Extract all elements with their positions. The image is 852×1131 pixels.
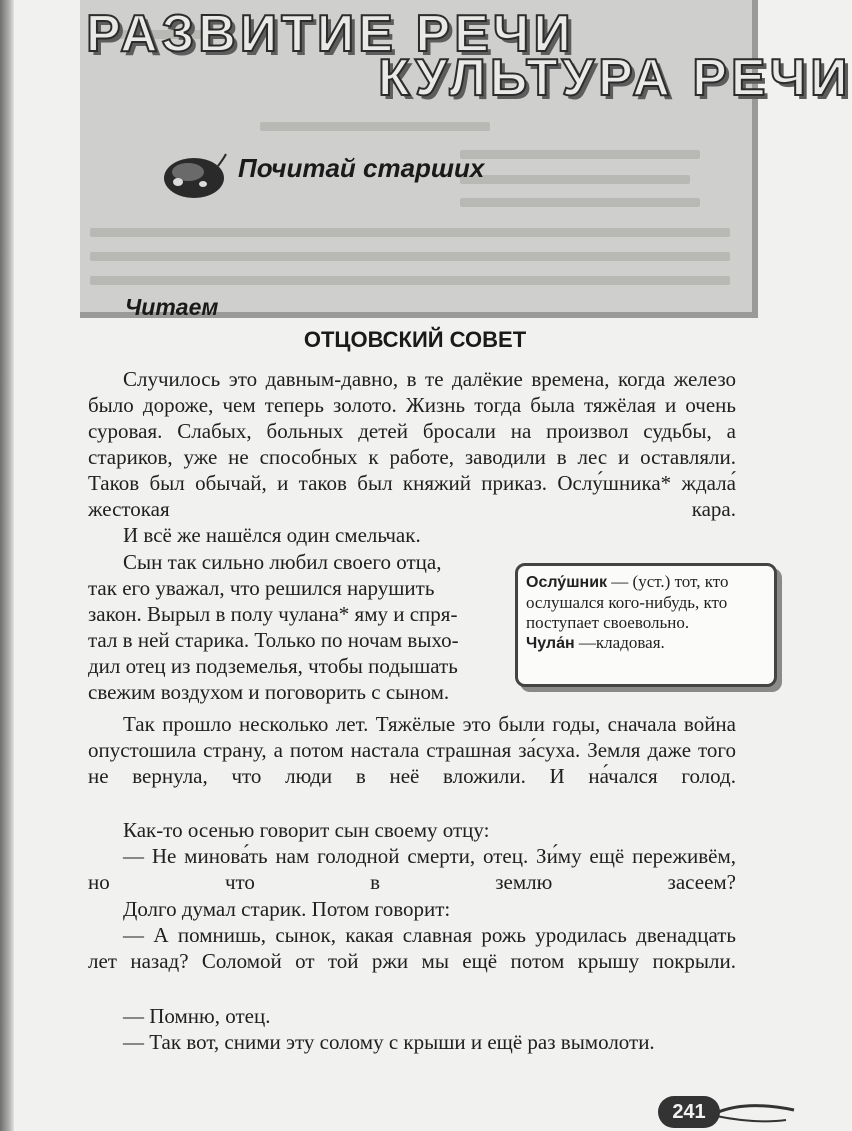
glossary-definition: — (уст.) тот, кто ослушался кого-нибудь, кто поступает своевольно.: [526, 572, 729, 632]
glossary-definition: —кладовая.: [574, 633, 665, 652]
story-paragraph-9: — Помню, отец.: [123, 1004, 271, 1028]
ladybug-icon: [158, 150, 228, 200]
story-paragraph-5: Как-то осенью говорит сын своему отцу:: [123, 818, 490, 842]
glossary-entry-2: [526, 633, 766, 654]
page-number-tail-decoration: [716, 1098, 796, 1128]
story-paragraph-2: И всё же нашёлся один смельчак.: [123, 523, 421, 547]
text-line: Сын так сильно любил своего отца,: [123, 550, 442, 574]
text-line: тал в ней старика. Только по ночам выхо-: [88, 628, 459, 652]
text-line: свежим воздухом и поговорить с сыном.: [88, 680, 450, 704]
glossary-box: [515, 563, 777, 687]
heading-line-1: РАЗВИТИЕ РЕЧИ: [86, 5, 575, 63]
section-title: Почитай старших: [238, 153, 485, 183]
story-title: ОТЦОВСКИЙ СОВЕТ: [303, 327, 527, 352]
story-paragraph-6: — Не минова́ть нам голодной смерти, отец. Зи́му ещё переживём, но что в землю засеем?: [88, 844, 736, 894]
story-paragraph-1: Случилось это давным-давно, в те далёкие времена, когда железо было дороже, чем теперь золото. Жизнь тогда была тяжёлая и очень суровая. Слабых, больных детей бросали на произвол судьбы, а стариков, уже не способных к работе, заводили в лес и оставляли. Таков был обычай, и таков был княжий приказ. Ослу́шника* ждала́ жестокая кара.: [88, 367, 736, 521]
glossary-term: Чула́н: [526, 635, 575, 652]
text-line: так его уважал, что решился нарушить: [88, 576, 435, 600]
glossary-entry-1: [526, 572, 766, 633]
book-spine-shadow: [0, 0, 14, 1131]
story-paragraph-10: — Так вот, сними эту солому с крыши и ещё раз вымолоти.: [123, 1030, 655, 1054]
text-line: закон. Вырыл в полу чулана* яму и спря-: [88, 602, 458, 626]
page-number: 241: [658, 1096, 720, 1128]
story-paragraph-3: [88, 549, 500, 705]
story-paragraph-4: Так прошло несколько лет. Тяжёлые это были годы, сначала война опустошила страну, а потом настала страшная за́суха. Земля даже того не вернула, что люди в неё вложили. И на́чался голод.: [88, 712, 736, 788]
text-line: дил отец из подземелья, чтобы подышать: [88, 654, 458, 678]
story-paragraph-8: — А помнишь, сынок, какая славная рожь уродилась двенадцать лет назад? Соломой от той ржи мы ещё потом крышу покрыли.: [88, 923, 736, 973]
heading-line-2: КУЛЬТУРА РЕЧИ: [378, 49, 852, 107]
glossary-term: Ослу́шник: [526, 574, 608, 591]
reading-label: Читаем: [125, 294, 219, 320]
story-paragraph-7: Долго думал старик. Потом говорит:: [123, 897, 451, 921]
